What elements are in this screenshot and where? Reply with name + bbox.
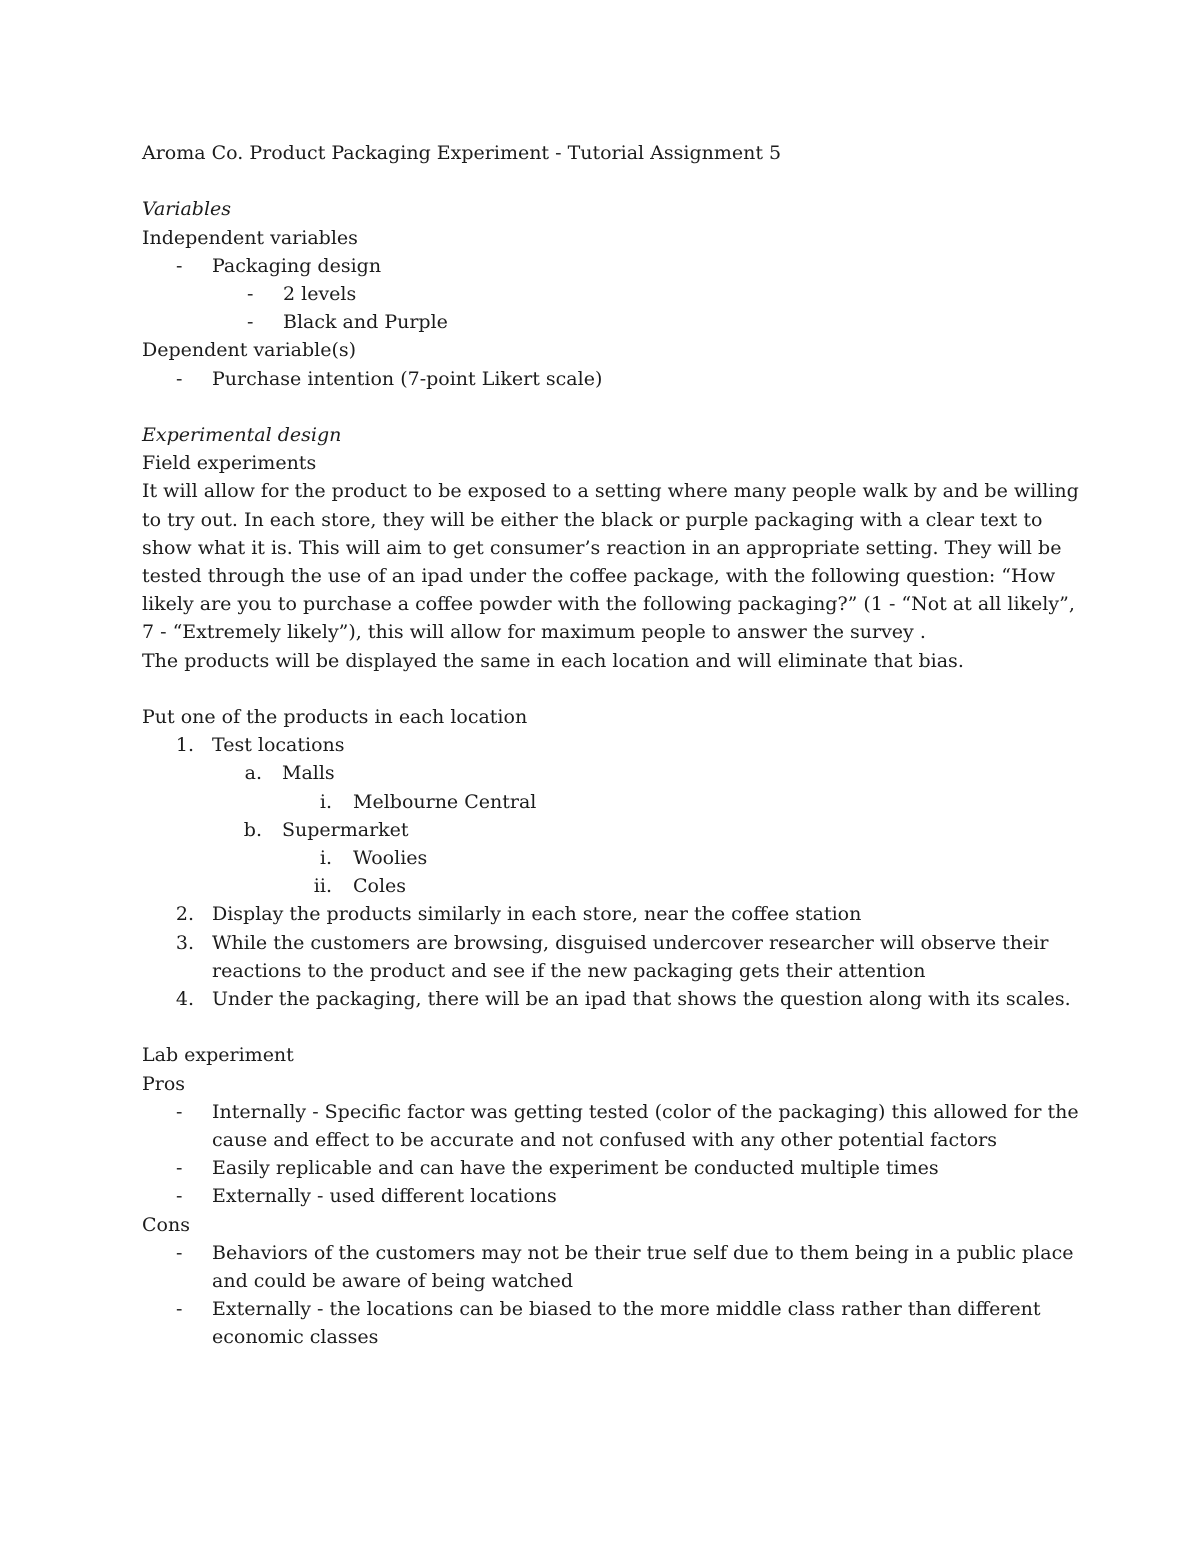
roman-item: ii. Coles: [142, 872, 1062, 900]
numbered-item: 3. While the customers are browsing, disguised undercover researcher will observe their reactions to the product and see if the new packaging gets their attention: [142, 929, 1062, 985]
list-number: 4.: [175, 988, 194, 1011]
paragraph-line: 7 - “Extremely likely”), this will allow for maximum people to answer the survey .: [142, 621, 926, 644]
pros-label: Pros: [142, 1072, 186, 1095]
independent-variable-item: - Packaging design: [142, 252, 1062, 280]
bullet-dash: -: [176, 367, 183, 390]
dependent-variable-item: - Purchase intention (7-point Likert scale): [142, 365, 1062, 393]
pro-item: - Easily replicable and can have the experiment be conducted multiple times: [142, 1154, 1062, 1182]
spacer: [142, 393, 1062, 421]
list-roman: i.: [319, 790, 332, 813]
bullet-dash: -: [176, 1298, 183, 1321]
con-item: - Externally - the locations can be biased to the more middle class rather than different economic classes: [142, 1295, 1062, 1351]
paragraph-line: show what it is. This will aim to get consumer’s reaction in an appropriate setting. They will be: [142, 536, 1062, 559]
paragraph-line: likely are you to purchase a coffee powder with the following packaging?” (1 - “Not at all likely”,: [142, 593, 1075, 616]
document-page: [142, 139, 1079, 1352]
paragraph-line: tested through the use of an ipad under the coffee package, with the following question: “How: [142, 565, 1056, 588]
pro-item: - Internally - Specific factor was getting tested (color of the packaging) this allowed for the cause and effect to be accurate and not confused with any other potential factors: [142, 1098, 1062, 1154]
level-item: - Black and Purple: [142, 308, 1062, 336]
bullet-dash: -: [247, 311, 254, 334]
roman-item: i. Melbourne Central: [142, 788, 1062, 816]
dependent-variables-label: Dependent variable(s): [142, 339, 357, 362]
con-item: - Behaviors of the customers may not be their true self due to them being in a public place and could be aware of being watched: [142, 1239, 1062, 1295]
cons-label: Cons: [142, 1213, 190, 1236]
bullet-dash: -: [176, 1185, 183, 1208]
paragraph-line: It will allow for the product to be exposed to a setting where many people walk by and be willing: [142, 480, 1079, 503]
bullet-dash: -: [176, 1100, 183, 1123]
list-letter: b.: [243, 818, 262, 841]
list-number: 3.: [175, 931, 194, 954]
list-number: 2.: [175, 903, 194, 926]
spacer: [142, 675, 1062, 703]
lettered-item: a. Malls: [142, 759, 1062, 787]
paragraph-line: The products will be displayed the same in each location and will eliminate that bias.: [142, 649, 964, 672]
list-roman: ii.: [313, 875, 332, 898]
bullet-dash: -: [176, 254, 183, 277]
level-item: - 2 levels: [142, 280, 1062, 308]
document-title: Aroma Co. Product Packaging Experiment - Tutorial Assignment 5: [142, 142, 782, 164]
numbered-item: 2. Display the products similarly in each store, near the coffee station: [142, 900, 1062, 928]
independent-variables-label: Independent variables: [142, 226, 358, 249]
numbered-item: 1. Test locations: [142, 731, 1062, 759]
bullet-dash: -: [176, 1157, 183, 1180]
numbered-item: 4. Under the packaging, there will be an ipad that shows the question along with its scales.: [142, 985, 1062, 1013]
list-number: 1.: [175, 734, 194, 757]
pro-item: - Externally - used different locations: [142, 1182, 1062, 1210]
lab-experiment-heading: Lab experiment: [142, 1044, 294, 1067]
roman-item: i. Woolies: [142, 844, 1062, 872]
paragraph-line: to try out. In each store, they will be either the black or purple packaging with a clear text to: [142, 508, 1043, 531]
procedure-intro: Put one of the products in each location: [142, 706, 528, 729]
list-roman: i.: [319, 847, 332, 870]
spacer: [142, 1013, 1062, 1041]
lettered-item: b. Supermarket: [142, 816, 1062, 844]
bullet-dash: -: [247, 283, 254, 305]
list-letter: a.: [244, 762, 262, 785]
bullet-dash: -: [176, 1241, 183, 1264]
experiment-type: Field experiments: [142, 452, 317, 475]
experimental-design-heading: Experimental design: [142, 424, 342, 446]
spacer: [142, 167, 1062, 195]
variables-heading: Variables: [142, 198, 232, 221]
